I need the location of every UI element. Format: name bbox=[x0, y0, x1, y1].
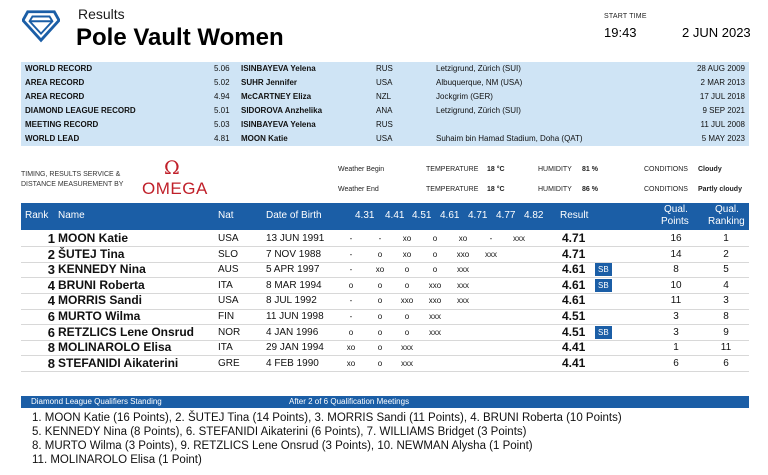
attempt-cell: xxx bbox=[513, 234, 525, 243]
qual-points: 16 bbox=[670, 233, 682, 244]
attempt-cell: xxo bbox=[456, 249, 470, 259]
standing-line: 5. KENNEDY Nina (8 Points), 6. STEFANIDI Aikaterini (6 Points), 7. WILLIAMS Bridget (3 Points) bbox=[32, 426, 527, 438]
header-qual-points: Points bbox=[661, 216, 689, 227]
attempt-cell: o bbox=[377, 280, 383, 290]
athlete-result: 4.61 bbox=[562, 262, 586, 277]
record-row bbox=[21, 118, 749, 132]
record-mark: 4.81 bbox=[214, 134, 230, 143]
attempt-cell: o bbox=[404, 265, 410, 275]
season-best-badge: SB bbox=[595, 326, 612, 339]
table-row bbox=[21, 231, 749, 246]
record-holder: ISINBAYEVA Yelena bbox=[241, 64, 316, 73]
record-date: 28 AUG 2009 bbox=[696, 64, 745, 73]
header-qual-ranking: Qual. bbox=[715, 204, 739, 215]
athlete-nat: ITA bbox=[218, 342, 233, 354]
table-row bbox=[21, 247, 749, 262]
athlete-name: ŠUTEJ Tina bbox=[58, 246, 125, 261]
attempt-cell: - bbox=[349, 312, 353, 321]
attempt-cell: xxx bbox=[429, 327, 441, 337]
table-row bbox=[21, 278, 749, 293]
conditions-begin: Cloudy bbox=[698, 166, 722, 173]
attempt-cell: xxo bbox=[428, 296, 442, 306]
conditions-label: CONDITIONS bbox=[644, 166, 688, 173]
header-qual-ranking: Ranking bbox=[708, 216, 745, 227]
table-row bbox=[21, 262, 749, 277]
record-type: AREA RECORD bbox=[25, 78, 85, 87]
athlete-dob: 4 FEB 1990 bbox=[266, 357, 319, 369]
record-nat: RUS bbox=[376, 120, 393, 129]
qual-ranking: 5 bbox=[723, 264, 729, 276]
athlete-result: 4.51 bbox=[562, 324, 586, 339]
standing-line: 8. MURTO Wilma (3 Points), 9. RETZLICS Lene Onsrud (3 Points), 10. NEWMAN Alysha (1 Point) bbox=[32, 440, 533, 452]
athlete-name: KENNEDY Nina bbox=[58, 262, 146, 277]
record-venue: Jockgrim (GER) bbox=[436, 92, 493, 101]
header-height: 4.71 bbox=[468, 210, 488, 221]
record-mark: 5.01 bbox=[214, 106, 230, 115]
season-best-badge: SB bbox=[595, 263, 612, 276]
athlete-rank: 4 bbox=[47, 293, 55, 309]
qual-points: 1 bbox=[673, 342, 679, 354]
table-row bbox=[21, 325, 749, 340]
attempt-cell: o bbox=[404, 280, 410, 290]
header-height: 4.61 bbox=[440, 210, 460, 221]
table-row bbox=[21, 293, 749, 308]
athlete-rank: 3 bbox=[47, 262, 55, 278]
header-height: 4.31 bbox=[355, 210, 375, 221]
athlete-dob: 7 NOV 1988 bbox=[266, 248, 322, 260]
humidity-label: HUMIDITY bbox=[538, 186, 572, 193]
athlete-result: 4.51 bbox=[562, 309, 586, 323]
record-holder: MOON Katie bbox=[241, 134, 288, 143]
athlete-nat: USA bbox=[218, 295, 239, 307]
attempt-cell: o bbox=[377, 343, 383, 353]
header-nat: Nat bbox=[218, 210, 234, 221]
row-divider bbox=[21, 371, 749, 372]
record-date: 9 SEP 2021 bbox=[702, 106, 745, 115]
timing-credit-line: DISTANCE MEASUREMENT BY bbox=[21, 181, 124, 188]
attempt-cell: o bbox=[348, 280, 354, 290]
athlete-result: 4.71 bbox=[562, 246, 586, 261]
results-label: Results bbox=[78, 6, 125, 22]
attempt-cell: o bbox=[348, 327, 354, 337]
attempt-cell: xo bbox=[402, 234, 412, 243]
qual-points: 11 bbox=[670, 295, 682, 307]
athlete-rank: 8 bbox=[47, 355, 55, 371]
qual-points: 3 bbox=[673, 326, 679, 338]
temperature-end: 18 °C bbox=[487, 186, 505, 193]
athlete-name: STEFANIDI Aikaterini bbox=[58, 355, 179, 370]
attempt-cell: o bbox=[432, 249, 438, 259]
record-venue: Suhaim bin Hamad Stadium, Doha (QAT) bbox=[436, 134, 583, 143]
standing-line: 11. MOLINAROLO Elisa (1 Point) bbox=[32, 454, 202, 466]
record-row bbox=[21, 90, 749, 104]
record-holder: ISINBAYEVA Yelena bbox=[241, 120, 316, 129]
header-height: 4.77 bbox=[496, 210, 516, 221]
header-rank: Rank bbox=[25, 210, 49, 221]
attempt-cell: o bbox=[432, 234, 438, 243]
record-type: AREA RECORD bbox=[25, 92, 85, 101]
qual-ranking: 3 bbox=[723, 295, 729, 307]
header-qual-points: Qual. bbox=[664, 204, 688, 215]
attempt-cell: o bbox=[377, 327, 383, 337]
qual-points: 6 bbox=[673, 357, 679, 369]
athlete-nat: AUS bbox=[218, 264, 239, 276]
record-mark: 5.06 bbox=[214, 64, 230, 73]
temperature-label: TEMPERATURE bbox=[426, 186, 479, 193]
athlete-result: 4.61 bbox=[562, 277, 586, 292]
standing-header bbox=[21, 396, 749, 408]
qual-ranking: 1 bbox=[723, 233, 729, 244]
attempt-cell: xxx bbox=[457, 265, 469, 275]
attempt-cell: xo bbox=[402, 249, 412, 259]
header-result: Result bbox=[560, 210, 589, 221]
record-holder: SIDOROVA Anzhelika bbox=[241, 106, 323, 115]
athlete-dob: 29 JAN 1994 bbox=[266, 342, 324, 354]
athlete-name: MORRIS Sandi bbox=[58, 293, 143, 308]
attempt-cell: xxx bbox=[401, 343, 413, 353]
conditions-label: CONDITIONS bbox=[644, 186, 688, 193]
start-time: 19:43 bbox=[604, 25, 637, 40]
record-row bbox=[21, 62, 749, 76]
athlete-name: MOLINAROLO Elisa bbox=[58, 340, 172, 355]
attempt-cell: xxo bbox=[400, 296, 414, 306]
athlete-result: 4.41 bbox=[562, 355, 586, 370]
header-name: Name bbox=[58, 210, 85, 221]
athlete-name: MOON Katie bbox=[58, 231, 129, 245]
attempt-cell: o bbox=[404, 312, 410, 321]
attempt-cell: xxx bbox=[457, 296, 469, 306]
athlete-name: BRUNI Roberta bbox=[58, 277, 145, 292]
humidity-label: HUMIDITY bbox=[538, 166, 572, 173]
attempt-cell: xo bbox=[458, 234, 468, 243]
athlete-rank: 6 bbox=[47, 309, 55, 324]
athlete-result: 4.71 bbox=[562, 231, 586, 245]
record-mark: 5.03 bbox=[214, 120, 230, 129]
table-row bbox=[21, 340, 749, 355]
athlete-rank: 2 bbox=[47, 246, 55, 262]
record-type: WORLD RECORD bbox=[25, 64, 93, 73]
record-nat: RUS bbox=[376, 64, 393, 73]
attempt-cell: xxx bbox=[485, 249, 497, 259]
athlete-dob: 11 JUN 1998 bbox=[266, 311, 324, 322]
attempt-cell: o bbox=[377, 296, 383, 306]
athlete-nat: FIN bbox=[218, 311, 235, 322]
qual-points: 14 bbox=[670, 248, 682, 260]
record-nat: USA bbox=[376, 78, 393, 87]
omega-logo: OMEGA bbox=[142, 179, 208, 198]
athlete-nat: ITA bbox=[218, 279, 233, 291]
athlete-nat: NOR bbox=[218, 326, 241, 338]
standing-subtitle: After 2 of 6 Qualification Meetings bbox=[289, 397, 410, 406]
record-venue: Letzigrund, Zürich (SUI) bbox=[436, 106, 521, 115]
record-holder: McCARTNEY Eliza bbox=[241, 92, 312, 101]
attempt-cell: o bbox=[377, 358, 383, 368]
record-type: MEETING RECORD bbox=[25, 120, 99, 129]
season-best-badge: SB bbox=[595, 279, 612, 292]
record-holder: SUHR Jennifer bbox=[241, 78, 298, 87]
athlete-nat: USA bbox=[218, 233, 239, 244]
attempt-cell: - bbox=[349, 249, 353, 259]
records-panel bbox=[21, 62, 749, 146]
weather-end-label: Weather End bbox=[338, 186, 379, 193]
temperature-begin: 18 °C bbox=[487, 166, 505, 173]
attempt-cell: - bbox=[378, 234, 382, 243]
record-venue: Albuquerque, NM (USA) bbox=[436, 78, 523, 87]
athlete-rank: 6 bbox=[47, 324, 55, 340]
qual-ranking: 2 bbox=[723, 248, 729, 260]
header-height: 4.51 bbox=[412, 210, 432, 221]
athlete-dob: 8 JUL 1992 bbox=[266, 295, 317, 307]
attempt-cell: xxx bbox=[429, 312, 441, 321]
record-date: 11 JUL 2008 bbox=[700, 120, 745, 129]
athlete-dob: 13 JUN 1991 bbox=[266, 233, 325, 244]
record-nat: USA bbox=[376, 134, 393, 143]
qual-ranking: 11 bbox=[720, 342, 732, 354]
attempt-cell: o bbox=[404, 327, 410, 337]
record-date: 17 JUL 2018 bbox=[699, 92, 745, 101]
attempt-cell: o bbox=[377, 312, 383, 321]
qual-points: 8 bbox=[673, 264, 679, 276]
omega-symbol-icon: Ω bbox=[164, 157, 180, 179]
qual-ranking: 4 bbox=[723, 279, 729, 291]
record-mark: 5.02 bbox=[214, 78, 230, 87]
record-type: DIAMOND LEAGUE RECORD bbox=[25, 106, 136, 115]
attempt-cell: - bbox=[349, 265, 353, 275]
record-nat: NZL bbox=[376, 92, 392, 101]
athlete-name: RETZLICS Lene Onsrud bbox=[58, 324, 195, 339]
athlete-dob: 8 MAR 1994 bbox=[266, 279, 322, 291]
attempt-cell: o bbox=[377, 249, 383, 259]
attempt-cell: xo bbox=[346, 343, 356, 353]
qual-ranking: 6 bbox=[723, 357, 729, 369]
conditions-end: Partly cloudy bbox=[698, 186, 742, 193]
attempt-cell: xxx bbox=[401, 358, 413, 368]
header-dob: Date of Birth bbox=[266, 210, 322, 221]
athlete-dob: 5 APR 1997 bbox=[266, 264, 320, 276]
humidity-end: 86 % bbox=[582, 186, 598, 193]
event-title: Pole Vault Women bbox=[76, 24, 284, 51]
attempt-cell: xxo bbox=[428, 280, 442, 290]
attempt-cell: xo bbox=[346, 358, 356, 368]
standing-title: Diamond League Qualifiers Standing bbox=[31, 397, 162, 406]
athlete-rank: 8 bbox=[47, 340, 55, 356]
record-nat: ANA bbox=[376, 106, 393, 115]
standing-list bbox=[32, 411, 752, 467]
qual-points: 3 bbox=[673, 311, 679, 322]
attempt-cell: xo bbox=[375, 265, 385, 275]
timing-credit-line: TIMING, RESULTS SERVICE & bbox=[21, 171, 121, 178]
athlete-result: 4.61 bbox=[562, 293, 586, 308]
start-time-label: START TIME bbox=[604, 13, 647, 20]
record-row bbox=[21, 104, 749, 118]
record-row bbox=[21, 76, 749, 90]
record-date: 2 MAR 2013 bbox=[700, 78, 745, 87]
athlete-nat: SLO bbox=[218, 248, 239, 260]
table-row bbox=[21, 356, 749, 371]
athlete-name: MURTO Wilma bbox=[58, 309, 141, 323]
attempt-cell: - bbox=[489, 234, 493, 243]
results-table-header bbox=[21, 203, 749, 230]
record-mark: 4.94 bbox=[214, 92, 230, 101]
record-venue: Letzigrund, Zürich (SUI) bbox=[436, 64, 521, 73]
header-height: 4.82 bbox=[524, 210, 544, 221]
athlete-result: 4.41 bbox=[562, 340, 586, 355]
qual-ranking: 8 bbox=[723, 311, 729, 322]
timing-credit bbox=[21, 170, 141, 190]
attempt-cell: o bbox=[432, 265, 438, 275]
athlete-nat: GRE bbox=[218, 357, 240, 369]
temperature-label: TEMPERATURE bbox=[426, 166, 479, 173]
qual-ranking: 9 bbox=[723, 326, 729, 338]
header-height: 4.41 bbox=[385, 210, 405, 221]
athlete-rank: 1 bbox=[47, 231, 55, 246]
qual-points: 10 bbox=[670, 279, 682, 291]
table-row bbox=[21, 309, 749, 324]
attempt-cell: - bbox=[349, 296, 353, 306]
record-row bbox=[21, 132, 749, 146]
attempt-cell: - bbox=[349, 234, 353, 243]
athlete-rank: 4 bbox=[47, 277, 55, 293]
athlete-dob: 4 JAN 1996 bbox=[266, 326, 319, 338]
record-date: 5 MAY 2023 bbox=[701, 134, 745, 143]
attempt-cell: xxx bbox=[457, 280, 469, 290]
standing-line: 1. MOON Katie (16 Points), 2. ŠUTEJ Tina (14 Points), 3. MORRIS Sandi (11 Points), 4. BRUNI Roberta (10 Points) bbox=[32, 412, 622, 424]
weather-begin-label: Weather Begin bbox=[338, 166, 385, 173]
diamond-league-logo-icon bbox=[22, 9, 60, 43]
record-type: WORLD LEAD bbox=[25, 134, 80, 143]
event-date: 2 JUN 2023 bbox=[682, 25, 751, 40]
humidity-begin: 81 % bbox=[582, 166, 598, 173]
